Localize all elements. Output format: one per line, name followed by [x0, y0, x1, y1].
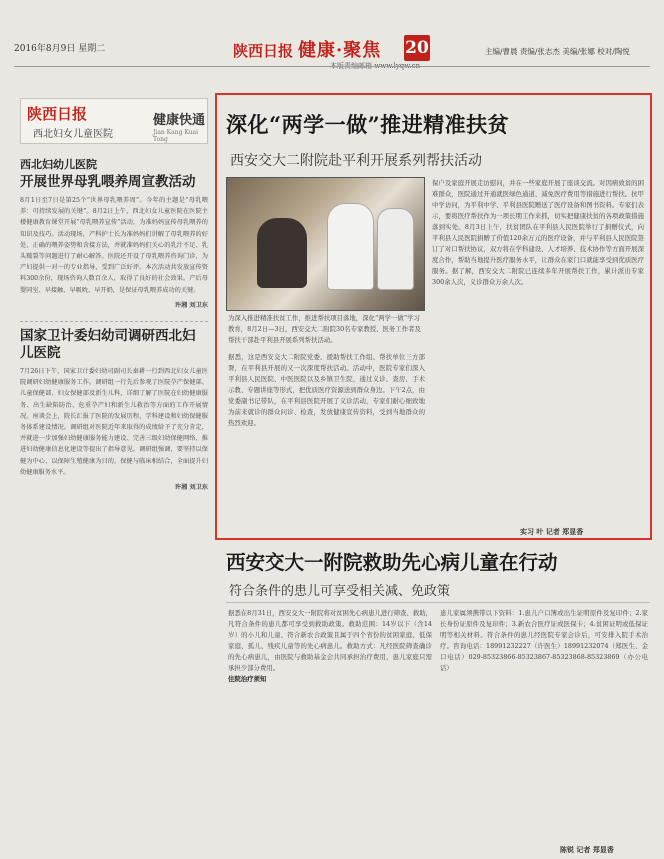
article-2-headline: 西安交大一附院救助先心病儿童在行动	[226, 551, 558, 574]
masthead-brand-en: Jian Kang Kuai Tong	[153, 129, 199, 143]
issue-date: 2016年8月9日 星期二	[14, 44, 106, 54]
article-2-body-right: 患儿家属须携带以下资料：1.患儿户口簿或出生证明原件及复印件；2.家长身份证原件及复印件；3.新农合医疗证或医保卡；4.贫困证明或低保证明等相关材料。符合条件的患儿经医院专家会诊后，可安排入院手术治疗。咨询电话：18991232227（许医生）18991232074（郑医生、金口电话）029-85323866-85323867-85323868-85323869（办公电话）	[440, 609, 648, 672]
article-2-divider	[226, 602, 650, 603]
section-title: 健康·聚焦	[298, 40, 382, 61]
article-2-subheadline: 符合条件的患儿可享受相关减、免政策	[229, 584, 451, 599]
article-1-subheadline: 西安交大二附院赴平利开展系列帮扶活动	[230, 153, 482, 169]
article-2-subheading: 住院治疗须知	[228, 675, 267, 683]
photo-doctor-figure	[377, 208, 414, 290]
left-article-1-title: 开展世界母乳喂养周宣教活动	[20, 174, 196, 190]
article-2-body-left	[228, 608, 432, 685]
left-divider	[20, 321, 208, 322]
hospital-masthead	[20, 98, 208, 144]
photo-doctor-figure	[327, 203, 374, 290]
left-article-1-kicker: 西北妇幼儿医院	[20, 158, 97, 171]
masthead-unit: 西北妇女儿童医院	[33, 129, 113, 140]
masthead-logo: 陕西日报	[27, 105, 88, 123]
editors-line: 主编/曹晨 责编/张志杰 美编/张娜 校对/陶悦	[485, 47, 630, 56]
section-url: 本版责编邮箱 www.lyqw.cn	[330, 62, 421, 70]
article-1-photo	[226, 177, 425, 311]
article-1-photo-caption: 为深入推进精准扶贫工作，推进帮扶项目落地，深化“两学一做”学习教育，8月2日—3日，西安交大二附院30名专家教授、医务工作者及帮扶干部赴平利县开展系列帮扶活动。	[228, 314, 421, 344]
article-1-headline: 深化“两学一做”推进精准扶贫	[226, 112, 510, 137]
newspaper-logo: 陕西日报	[233, 42, 294, 60]
article-2-body-left-text: 据悉在8月31日，西安交大一附院将对贫困先心病患儿进行筛查、救助，凡符合条件的患儿都可享受到救助政策。救助范围：14岁以下（含14岁）的小儿和儿童、符合新农合政策且属于四个省份的贫困家庭、低保家庭、孤儿、残疾儿童等的先心病患儿。救助方式：凡经医院筛查确诊的先心病患儿，由医院与救助基金会共同承担治疗费用，患儿家庭只需承担少部分费用。	[228, 609, 432, 672]
left-column	[20, 98, 208, 493]
photo-patient-figure	[257, 218, 307, 288]
left-article-2-title: 国家卫计委妇幼司调研西北妇儿医院	[20, 328, 196, 362]
article-2-byline: 陈锐 记者 郑显香	[560, 845, 614, 854]
left-article-1-body: 8月1日至7日是第25个“世界母乳喂养周”。今年的主题是“母乳喂养：可持续发展的关键”。8月2日上午，西北妇女儿童医院在医院主楼健康教育课堂开展“母乳喂养宣传”活动，为准妈妈宣传母乳喂养的知识及技巧。活动现场，产科护士长为准妈妈们讲解了母乳喂养的好处、正确的喂养姿势和含接方法，并就准妈妈们关心的乳汁不足、乳头皲裂等问题进行了耐心解答。医院还开设了母乳喂养咨询门诊，为产妇提供一对一的专业指导，受到广泛好评。本次活动共发放宣传资料300余份，现场咨询人数百余人，取得了良好的社会效果。产后母婴同室、早接触、早吸吮、早开奶，是保证母乳喂养成功的关键。	[20, 197, 208, 294]
left-article-2-body: 7月26日下午，国家卫计委妇幼司副司长秦耕一行到西北妇女儿童医院调研妇幼健康服务工作。调研组一行先后参观了医院孕产保健部、儿童保健部、妇女保健部及新生儿科，详细了解了医院在妇幼健康服务、出生缺陷防治、危重孕产妇和新生儿救治等方面的工作开展情况。座谈会上，院长汇报了医院的发展历程、学科建设和妇幼保健服务体系建设情况。调研组对医院近年来取得的成绩给予了充分肯定，并就进一步加强妇幼健康服务能力建设、完善三级妇幼保健网络、推进妇幼健康信息化建设等提出了指导意见。调研组强调，要坚持以保健为中心、以保障生殖健康为目的，保健与临床相结合，全面提升妇幼健康服务水平。	[20, 368, 208, 476]
article-1-byline: 实习 叶 记者 郑显香	[520, 527, 584, 536]
left-article-1-byline: 许湘 刘卫东	[174, 301, 208, 309]
article-1-body-right: 保户及家庭开展走访慰问，并在一些家庭开展了座谈交流。对因病致贫的困难群众，医院通过开通就医绿色通道、减免医疗费用等措施进行帮扶。抗甲中学访问，为平利中学、平利县医院赠送了医疗设备和图书资料。专家们表示，要将医疗帮扶作为一项长期工作来抓，切实把健康扶贫的各项政策措施落到实处。8月3日上午，扶贫团队在平利县人民医院举行了捐赠仪式，向平利县人民医院捐赠了价值120余万元的医疗设备，并与平利县人民医院签订了对口帮扶协议，双方将在学科建设、人才培养、技术协作等方面开展深度合作，帮助当地提升医疗服务水平，让群众在家门口就能享受到优质医疗服务。据了解，西安交大二附院已连续多年开展帮扶工作，累计派出专家300余人次，义诊群众万余人次。	[432, 179, 644, 286]
article-1-body-left: 据悉，这是西安交大二附院党委、援助帮扶工作组、帮扶单位三方部署，在平利县开展的又一次深度帮扶活动。活动中，医院专家们深入平利县人民医院、中医医院以及乡镇卫生院，通过义诊、查房、手术示教、专题讲座等形式，把优质医疗资源送到群众身边。下午2点，由党委副书记带队，在平利县医院开展了义诊活动，专家们耐心细致地为前来就诊的群众问诊、检查，发放健康宣传资料，受到当地群众的热烈欢迎。	[228, 353, 425, 427]
masthead-brand: 健康快通	[153, 113, 206, 128]
page-number: 20	[404, 35, 430, 61]
left-article-2-byline: 许湘 刘卫东	[174, 484, 208, 492]
header-divider	[14, 66, 650, 67]
